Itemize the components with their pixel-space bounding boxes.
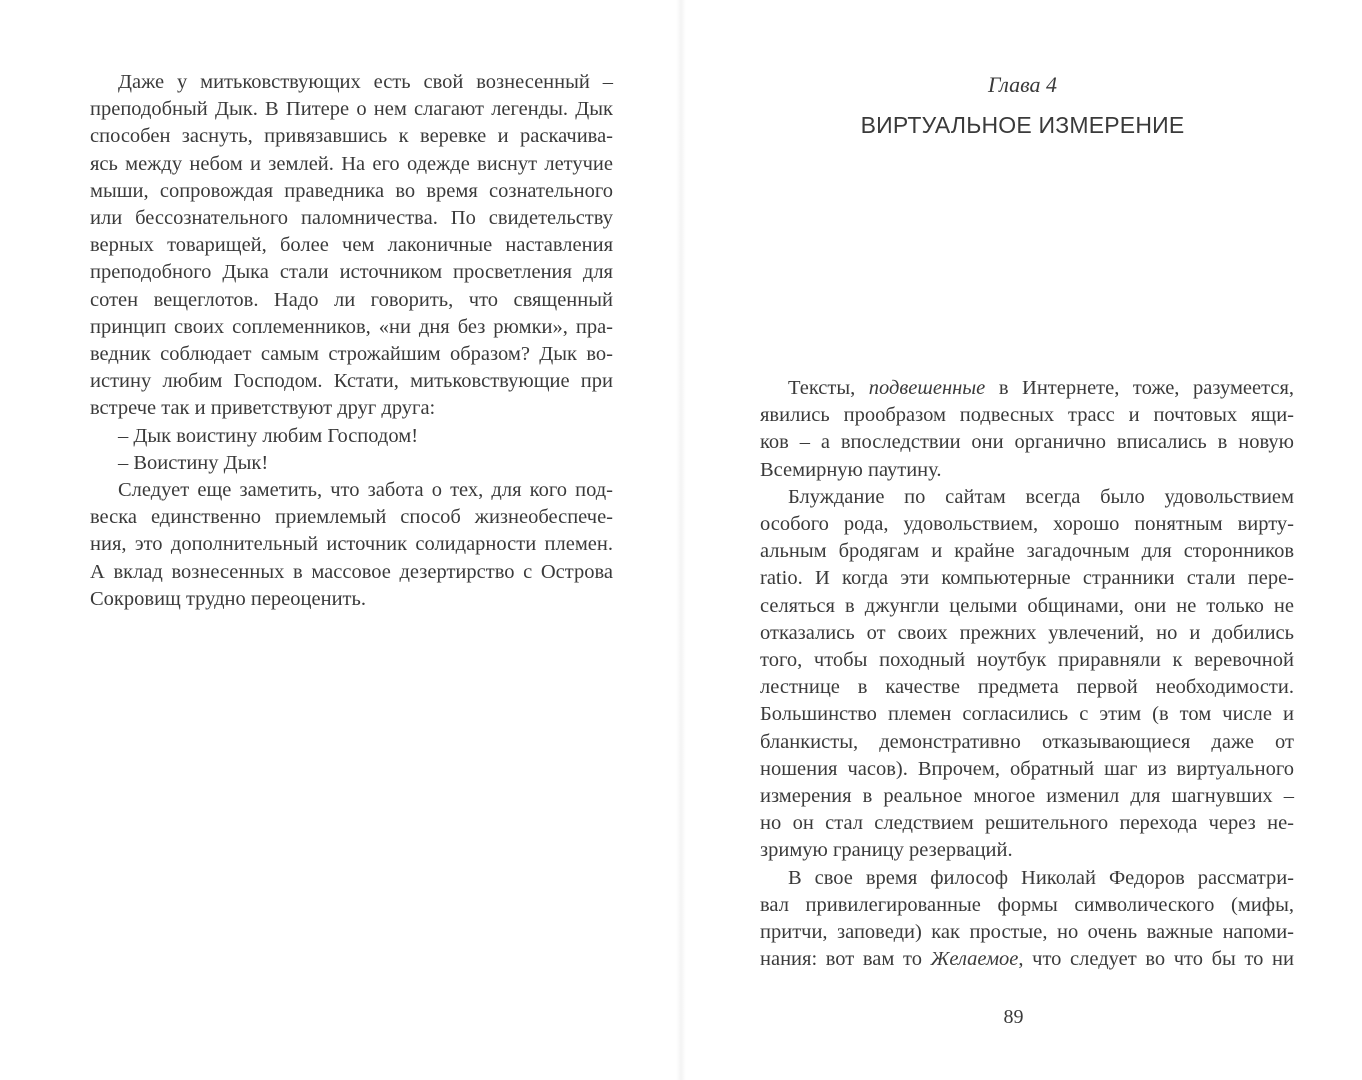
- text-line: мыши, сопровождая праведника во время сознательного: [90, 179, 613, 202]
- text-line: притчи, заповеди) как простые, но очень важные напоми-: [760, 921, 1294, 944]
- text-line: В свое время философ Николай Федоров рассматри-: [788, 866, 1294, 889]
- text-line: Следует еще заметить, что забота о тех, для кого под-: [118, 479, 613, 502]
- left-page-text: [90, 69, 613, 613]
- chapter-title: ВИРТУАЛЬНОЕ ИЗМЕРЕНИЕ: [860, 112, 1185, 138]
- text-line: особого рода, удовольствием, хорошо понятным вирту-: [760, 513, 1294, 536]
- text-line: сотен вещеглотов. Надо ли говорить, что священный: [90, 288, 613, 311]
- text-line: способен заснуть, привязавшись к веревке и раскачива-: [90, 125, 613, 148]
- dialogue-line: – Воистину Дык!: [118, 451, 269, 474]
- right-page-text: [760, 375, 1294, 973]
- italic-word: Желаемое: [930, 948, 1019, 971]
- text-line: преподобного Дыка стали источником просветления для: [90, 261, 613, 284]
- text-line: явились прообразом подвесных трасс и почтовых ящи-: [760, 404, 1294, 427]
- text-line: Даже у митьковствующих есть свой вознесенный –: [118, 71, 613, 93]
- text-line: Тексты, подвешенные в Интернете, тоже, разумеется,: [788, 377, 1294, 399]
- right-page: [681, 0, 1362, 1080]
- text-line: или бессознательного паломничества. По свидетельству: [90, 207, 613, 230]
- text-line: лестнице в качестве предмета первой необходимости.: [760, 676, 1294, 699]
- text-line: А вклад вознесенных в массовое дезертирство с Острова: [90, 560, 613, 583]
- page-number: 89: [1003, 1006, 1024, 1028]
- text-line: принцип своих соплеменников, «ни дня без рюмки», пра-: [90, 315, 613, 338]
- text-line: ков – а впоследствии они органично вписались в новую: [760, 431, 1294, 454]
- text-line: но он стал следствием решительного перехода через не-: [760, 812, 1294, 835]
- text-line: альным бродягам и крайне загадочным для сторонников: [760, 540, 1294, 563]
- italic-word: подвешенные: [868, 377, 986, 399]
- dialogue-line: – Дык воистину любим Господом!: [118, 424, 419, 447]
- text-line: ношения часов). Впрочем, обратный шаг из виртуального: [760, 757, 1294, 780]
- text-line: того, чтобы походный ноутбук приравняли к веревочной: [760, 649, 1294, 672]
- text-line: веска единственно приемлемый способ жизнеобеспече-: [90, 506, 613, 529]
- text-line: Всемирную паутину.: [760, 458, 942, 481]
- text-line: Сокровищ трудно переоценить.: [90, 587, 366, 610]
- chapter-label: Глава 4: [987, 72, 1058, 97]
- text-line: истину любим Господом. Кстати, митьковствующие при: [90, 370, 613, 393]
- text-line: ясь между небом и землей. На его одежде виснут летучие: [90, 152, 613, 175]
- text-line: отказались от своих прежних увлечений, но и добились: [760, 621, 1294, 644]
- text-line: зримую границу резерваций.: [760, 839, 1013, 862]
- text-line: нания: вот вам то Желаемое, что следует во что бы то ни: [760, 948, 1294, 971]
- text-line: ния, это дополнительный источник солидарности племен.: [90, 533, 613, 556]
- text-line: ratio. И когда эти компьютерные странники стали пере-: [760, 567, 1294, 590]
- text-line: измерения в реальное многое изменил для шагнувших –: [760, 785, 1294, 808]
- text-line: Большинство племен согласились с этим (в том числе и: [760, 703, 1294, 726]
- text-line: ведник соблюдает самым строжайшим образом? Дык во-: [90, 343, 613, 366]
- text-line: вал привилегированные формы символического (мифы,: [760, 893, 1294, 916]
- text-line: селяться в джунгли целыми общинами, они не только не: [760, 594, 1294, 617]
- text-line: верных товарищей, более чем лаконичные наставления: [90, 234, 613, 257]
- text-line: встрече так и приветствуют друг друга:: [90, 397, 436, 420]
- text-line: бланкисты, демонстративно отказывающиеся даже от: [760, 730, 1294, 753]
- text-line: Блуждание по сайтам всегда было удовольствием: [788, 485, 1294, 508]
- text-line: преподобный Дык. В Питере о нем слагают легенды. Дык: [90, 98, 613, 121]
